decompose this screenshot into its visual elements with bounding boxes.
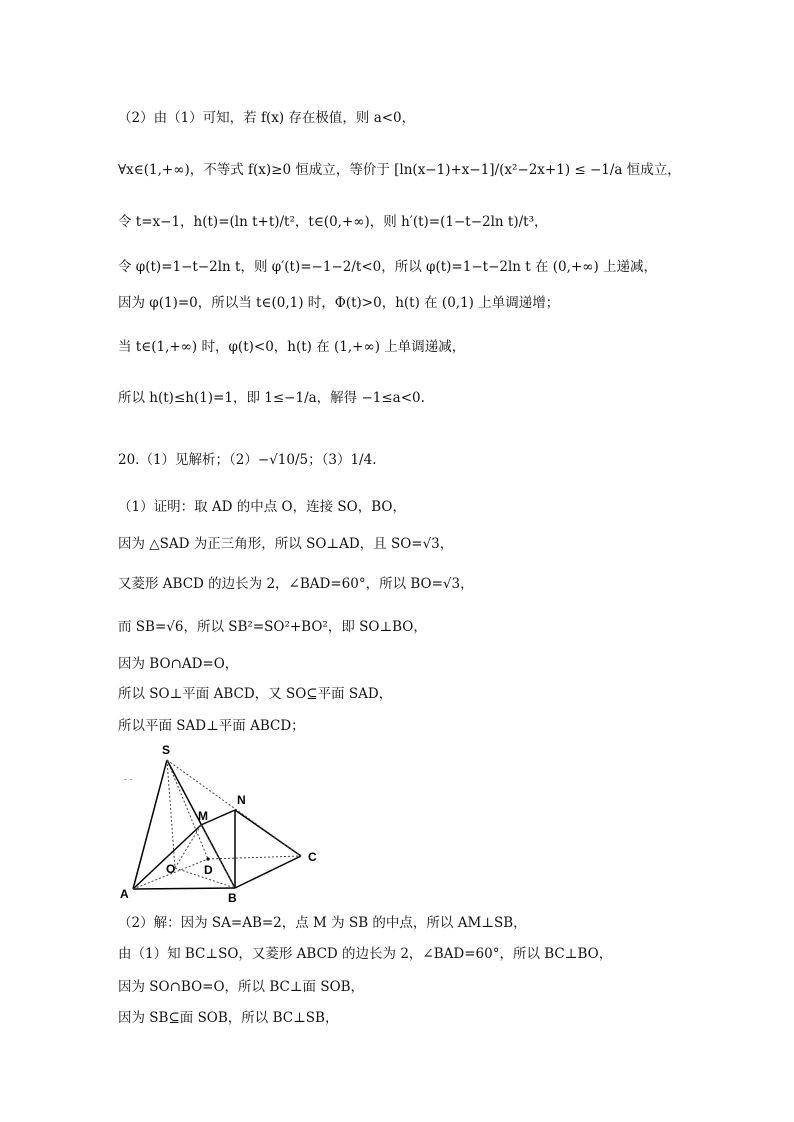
label-C: C (308, 850, 317, 864)
text-line-7: 所以 h(t)≤h(1)=1，即 1≤−1/a，解得 −1≤a<0. (118, 390, 425, 406)
label-B: B (228, 891, 237, 905)
edge-SA (133, 760, 167, 889)
text-line-12: 而 SB=√6，所以 SB²=SO²+BO²，即 SO⊥BO， (118, 619, 427, 635)
text-line-18: 因为 SO∩BO=O，所以 BC⊥面 SOB， (118, 979, 365, 995)
text-line-14: 所以 SO⊥平面 ABCD，又 SO⊆平面 SAD， (118, 686, 393, 702)
text-line-2: ∀x∈(1,+∞)，不等式 f(x)≥0 恒成立，等价于 [ln(x−1)+x−1]/(x²−2x+1) ≤ −1/a 恒成立， (118, 162, 681, 178)
edge-BC (235, 856, 301, 888)
hidden-edge-DC (208, 856, 301, 859)
label-S: S (162, 743, 171, 757)
text-line-19: 因为 SB⊆面 SOB，所以 BC⊥SB， (118, 1010, 339, 1026)
text-line-9: （1）证明：取 AD 的中点 O，连接 SO，BO， (118, 499, 406, 515)
text-line-17: 由（1）知 BC⊥SO，又菱形 ABCD 的边长为 2，∠BAD=60°，所以 BC⊥BO， (118, 946, 613, 962)
label-O: O (166, 862, 176, 876)
pyramid-figure (118, 742, 328, 908)
text-line-11: 又菱形 ABCD 的边长为 2，∠BAD=60°，所以 BO=√3， (118, 576, 474, 592)
label-A: A (120, 887, 129, 901)
label-dash: - - (124, 774, 133, 784)
edge-AM (133, 825, 201, 889)
label-M: M (198, 809, 208, 823)
edge-AB (133, 888, 235, 889)
text-line-13: 因为 BO∩AD=O， (118, 656, 239, 672)
text-line-3: 令 t=x−1，h(t)=(ln t+t)/t²，t∈(0,+∞)，则 h′(t)=(1−t−2ln t)/t³， (118, 214, 548, 230)
point-D (206, 857, 209, 860)
text-line-6: 当 t∈(1,+∞) 时，φ(t)<0，h(t) 在 (1,+∞) 上单调递减， (118, 339, 466, 355)
text-line-4: 令 φ(t)=1−t−2ln t，则 φ′(t)=−1−2/t<0，所以 φ(t)=1−t−2ln t 在 (0,+∞) 上递减， (118, 259, 658, 275)
answer-summary: 20.（1）见解析；（2）−√10/5；（3）1/4. (118, 452, 377, 468)
pyramid-diagram (118, 742, 328, 908)
text-line-5: 因为 φ(1)=0，所以当 t∈(0,1) 时，Φ(t)>0，h(t) 在 (0,1) 上单调递增； (118, 295, 560, 311)
text-line-1: （2）由（1）可知，若 f(x) 存在极值，则 a<0， (118, 110, 416, 126)
text-line-16: （2）解：因为 SA=AB=2，点 M 为 SB 的中点，所以 AM⊥SB， (118, 915, 527, 931)
label-N: N (237, 793, 246, 807)
text-line-10: 因为 △SAD 为正三角形，所以 SO⊥AD，且 SO=√3， (118, 536, 454, 552)
label-D: D (204, 863, 213, 877)
text-line-15: 所以平面 SAD⊥平面 ABCD； (118, 718, 305, 734)
